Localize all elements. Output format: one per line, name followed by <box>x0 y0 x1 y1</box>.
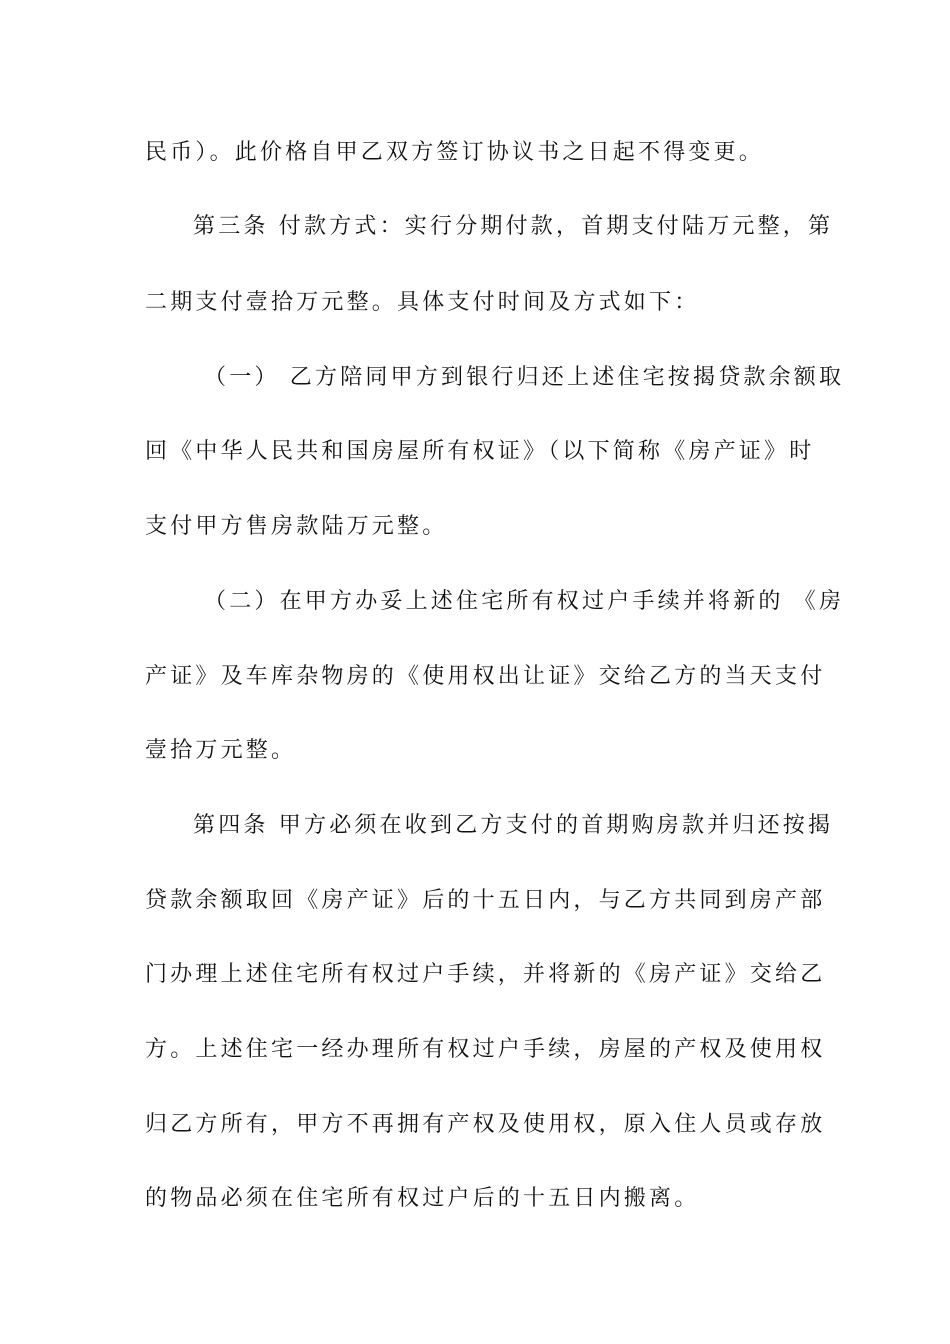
text-line: 二期支付壹拾万元整。具体支付时间及方式如下： <box>145 290 700 315</box>
text-line: 方。上述住宅一经办理所有权过户手续，房屋的产权及使用权 <box>145 1037 826 1062</box>
text-line: （二）在甲方办妥上述住宅所有权过户手续并将新的 《房 <box>204 589 845 614</box>
text-line: 民币）。此价格自甲乙双方签订协议书之日起不得变更。 <box>145 140 765 165</box>
text-line: 回《中华人民共和国房屋所有权证》（以下简称《房产证》时 <box>145 439 815 464</box>
text-line: （一） 乙方陪同甲方到银行归还上述住宅按揭贷款余额取 <box>204 365 845 390</box>
text-line: 第四条 甲方必须在收到乙方支付的首期购房款并归还按揭 <box>193 813 834 838</box>
text-line: 门办理上述住宅所有权过户手续，并将新的《房产证》交给乙 <box>145 962 826 987</box>
text-line: 归乙方所有，甲方不再拥有产权及使用权，原入住人员或存放 <box>145 1112 826 1137</box>
text-line: 支付甲方售房款陆万元整。 <box>145 514 448 539</box>
text-line: 产证》及车库杂物房的《使用权出让证》交给乙方的当天支付 <box>145 664 826 689</box>
text-line: 贷款余额取回《房产证》后的十五日内，与乙方共同到房产部 <box>145 888 826 913</box>
text-line: 壹拾万元整。 <box>145 738 297 763</box>
text-line: 第三条 付款方式：实行分期付款，首期支付陆万元整，第 <box>193 214 834 239</box>
text-line: 的物品必须在住宅所有权过户后的十五日内搬离。 <box>145 1186 700 1211</box>
